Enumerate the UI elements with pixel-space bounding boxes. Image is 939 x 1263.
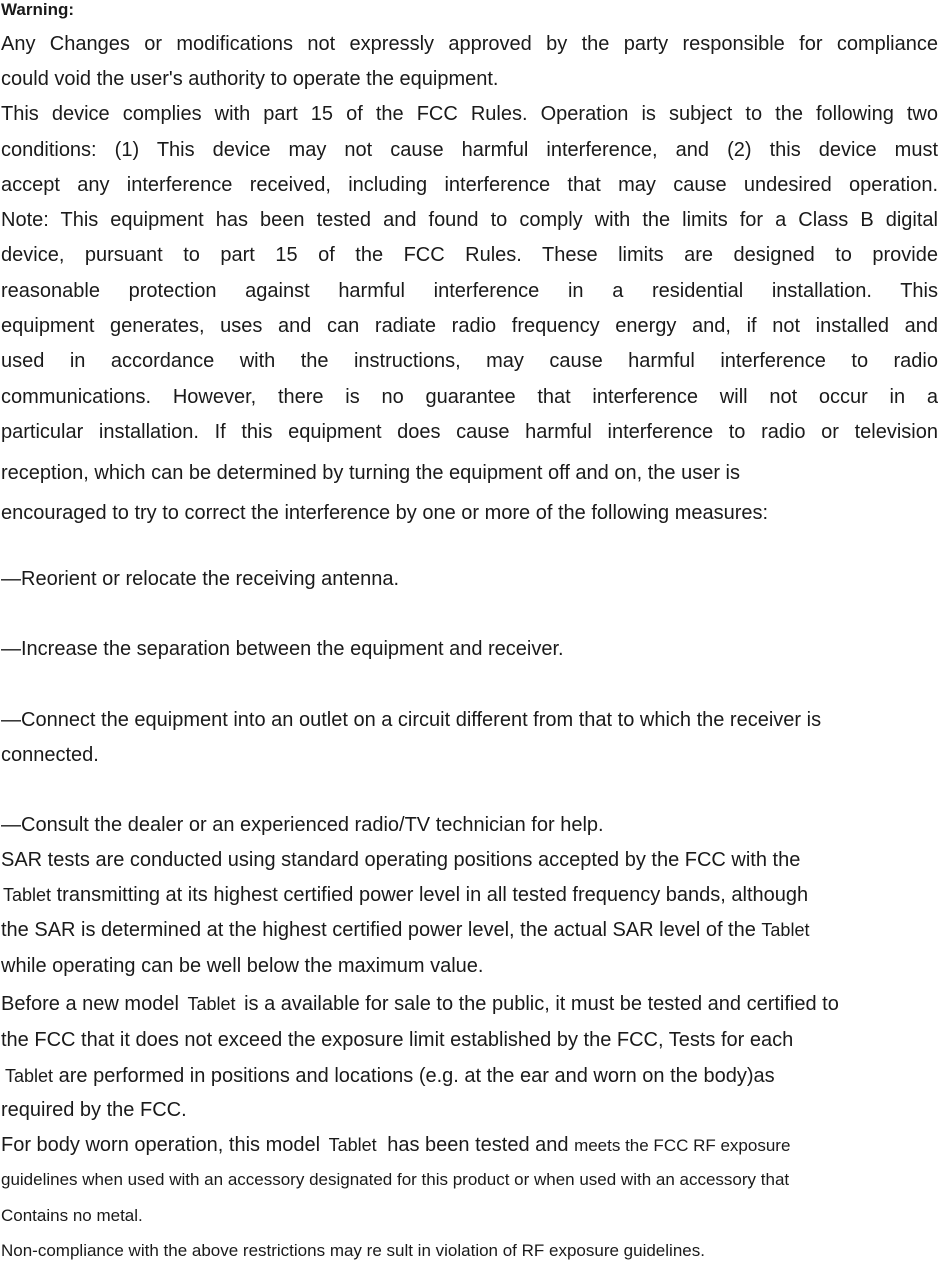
changes-line-2: could void the user's authority to operate the equipment.	[1, 68, 499, 90]
noncompliance-line: Non-compliance with the above restrictions may re sult in violation of RF exposure guidelines.	[1, 1241, 705, 1260]
body-worn-line-3: Contains no metal.	[1, 1206, 143, 1225]
sar-line-3	[1, 918, 809, 942]
device-name: Tablet	[761, 920, 810, 940]
sar-line-3-text: the SAR is determined at the highest certified power level, the actual SAR level of the	[1, 919, 756, 941]
model-line-4: required by the FCC.	[1, 1099, 187, 1121]
note-line-9: encouraged to try to correct the interference by one or more of the following measures:	[1, 502, 769, 524]
model-line-2: the FCC that it does not exceed the exposure limit established by the FCC, Tests for each	[1, 1029, 794, 1051]
device-name: Tablet	[5, 1066, 54, 1086]
device-name: Tablet	[3, 885, 52, 905]
body-worn-small: meets the FCC RF exposure	[574, 1136, 791, 1155]
note-line-3: reasonable protection against harmful interference in a residential installation. This	[1, 280, 938, 302]
device-name: Tablet	[328, 1135, 377, 1155]
part15-line-1: This device complies with part 15 of the FCC Rules. Operation is subject to the following two	[1, 103, 938, 125]
body-worn-line-1	[1, 1133, 790, 1158]
sar-line-4: while operating can be well below the maximum value.	[1, 955, 484, 977]
part15-line-3: accept any interference received, including interference that may cause undesired operation.	[1, 174, 938, 196]
note-line-5: used in accordance with the instructions, may cause harmful interference to radio	[1, 350, 938, 372]
sar-line-2-text: transmitting at its highest certified power level in all tested frequency bands, although	[56, 884, 809, 906]
part15-line-2: conditions: (1) This device may not cause harmful interference, and (2) this device must	[1, 139, 938, 161]
model-line-1-post: is a available for sale to the public, it must be tested and certified to	[244, 993, 839, 1015]
note-line-8: reception, which can be determined by turning the equipment off and on, the user is	[1, 462, 740, 484]
note-line-7: particular installation. If this equipment does cause harmful interference to radio or television	[1, 421, 938, 443]
warning-heading: Warning:	[1, 0, 75, 19]
body-worn-pre: For body worn operation, this model	[1, 1134, 321, 1156]
model-line-3-text: are performed in positions and locations (e.g. at the ear and worn on the body)as	[58, 1065, 775, 1087]
device-name: Tablet	[187, 994, 236, 1014]
body-worn-line-2: guidelines when used with an accessory designated for this product or when used with an accessory that	[1, 1170, 790, 1189]
measure-consult: —Consult the dealer or an experienced radio/TV technician for help.	[1, 814, 604, 836]
note-line-2: device, pursuant to part 15 of the FCC Rules. These limits are designed to provide	[1, 244, 938, 266]
model-line-3	[1, 1064, 775, 1088]
measure-increase: —Increase the separation between the equipment and receiver.	[1, 638, 564, 660]
measure-reorient: —Reorient or relocate the receiving antenna.	[1, 568, 400, 590]
model-line-1-pre: Before a new model	[1, 993, 179, 1015]
changes-line-1: Any Changes or modifications not expressly approved by the party responsible for compliance	[1, 33, 938, 55]
sar-line-2	[1, 883, 808, 907]
measure-connect-line-1: —Connect the equipment into an outlet on a circuit different from that to which the receiver is	[1, 709, 822, 731]
note-line-1: Note: This equipment has been tested and found to comply with the limits for a Class B digital	[1, 209, 938, 231]
note-line-4: equipment generates, uses and can radiate radio frequency energy and, if not installed and	[1, 315, 938, 337]
model-line-1	[1, 992, 839, 1016]
sar-line-1: SAR tests are conducted using standard operating positions accepted by the FCC with the	[1, 849, 801, 871]
body-worn-mid: has been tested and	[387, 1134, 569, 1156]
measure-connect-line-2: connected.	[1, 744, 99, 766]
note-line-6: communications. However, there is no guarantee that interference will not occur in a	[1, 386, 938, 408]
